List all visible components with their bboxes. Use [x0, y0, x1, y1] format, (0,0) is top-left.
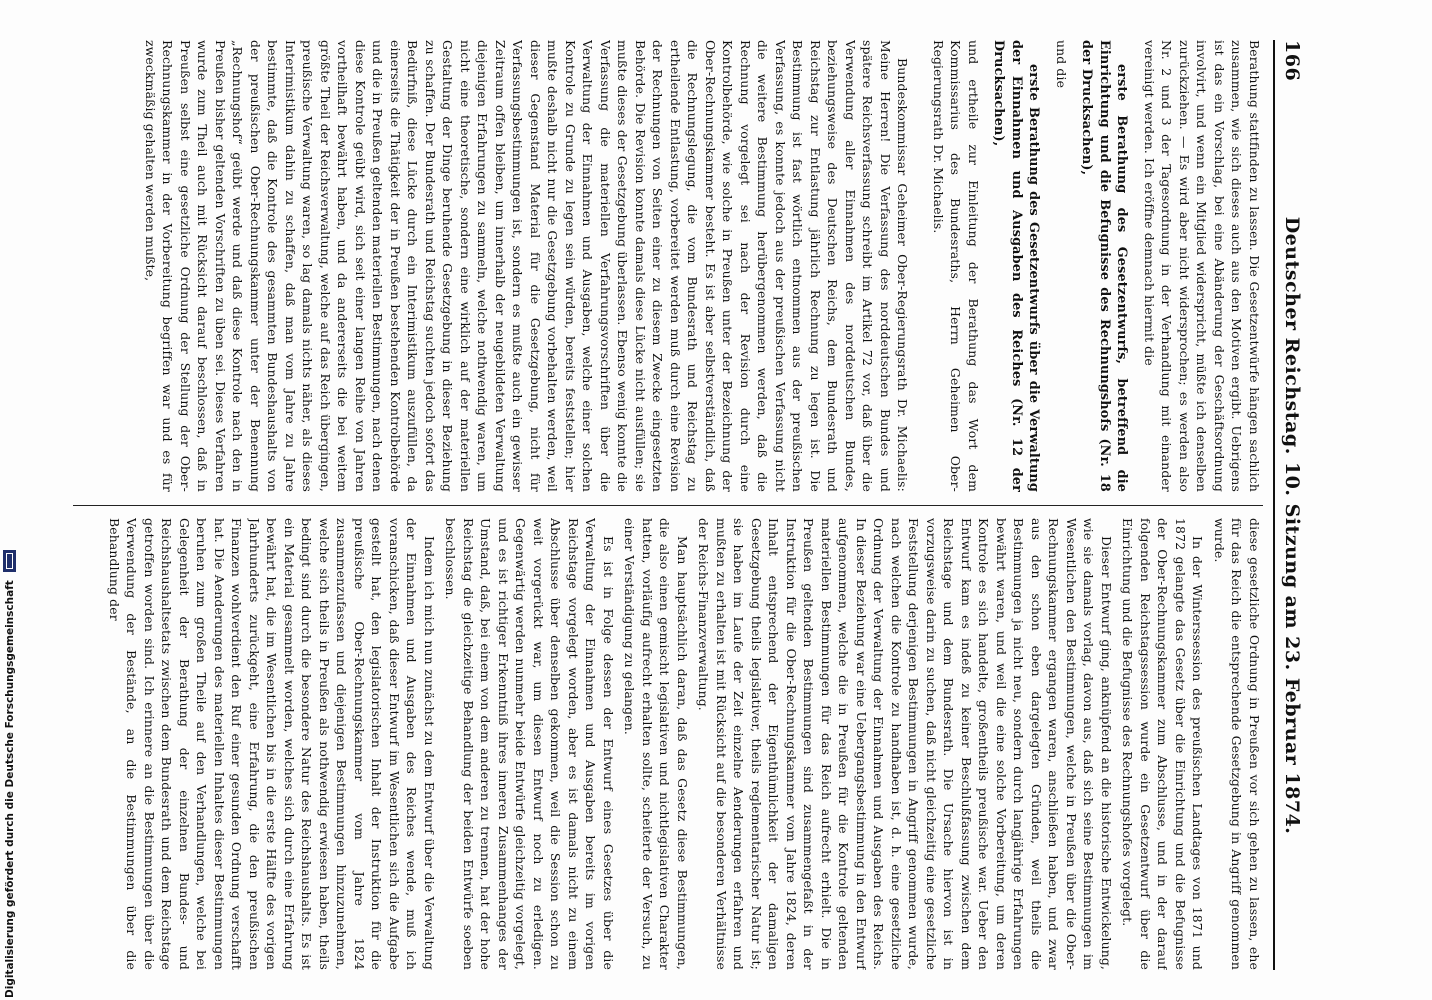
right-column [73, 518, 1263, 970]
running-head [1273, 40, 1303, 970]
paragraph: diese gesetzliche Ordnung in Preußen vor sich gehen zu lassen, ehe für das Reich die entsprechende Gesetzgebung in Angriff genommen wurde. [1212, 518, 1262, 970]
page-number: 166 [1281, 40, 1303, 82]
paragraph: Dieser Entwurf ging, anknüpfend an die historische Entwickelung, wie sie damals vorlag, davon aus, daß sich seine Bestimmungen im Wesentlichen den Bestimmungen, welche in Preußen über die Ober-Rechnungskammer ergangen waren, anschließen haben, und zwar aus den schon eben dargelegten Gründen, weil theils die Bestimmungen ja nicht neu, sondern durch langjährige Erfahrungen bewährt waren, und weil die eine solche Vorbereitung, um deren Kontrole es sich handelte, großentheils preußische war. Ueber den Entwurf kam es indeß zu keiner Beschlußfassung zwischen dem Reichstage und dem Bundesrath. Die Ursache hiervon ist in vorzugsweise darin zu suchen, daß nicht gleichzeitig eine gesetzliche Feststellung derjenigen Bestimmungen in Angriff genommen wurde, nach welchen die Kontrole zu handhaben ist, d. h. eine gesetzliche Ordnung der Verwaltung der Einnahmen und Ausgaben des Reichs. In dieser Beziehung war eine Uebergangsbestimmung in den Entwurf aufgenommen, welche die in Preußen für die Kontrole geltenden materiellen Bestimmungen für das Reich aufrecht erhielt. Die in Preußen geltenden Bestimmungen sind zusammengefaßt in der Instruktion für die Ober-Rechnungskammer vom Jahre 1824, deren Inhalt entsprechend der Eigenthümlichkeit der damaligen Gesetzgebung theils legislativer, theils reglementarischer Natur ist; sie haben im Laufe der Zeit einzelne Aenderungen erfahren und mußten zu erhalten ist mit Rücksicht auf die besonderen Verhältnisse der Reichs-Finanzverwaltung. [696, 518, 1114, 970]
agenda-heading-rechnungshof: erste Berathung des Gesetzentwurfs, betreffend die Einrichtung und die Befugnisse des Rechnungshofs (Nr. 18 der Drucksachen), [1079, 40, 1130, 492]
paragraph: Indem ich mich nun zunächst zu dem Entwurf über die Verwaltung der Einnahmen und Ausgaben des Reiches wende, muß ich voranschicken, daß dieser Entwurf im Wesentlichen sich die Aufgabe gestellt hat, den legislatorischen Inhalt der Instruktion für die preußische Ober-Rechnungskammer vom Jahre 1824 zusammenzufassen und diejenigen Bestimmungen hinzuzunehmen, welche sich theils in Preußen als nothwendig erwiesen haben, theils bedingt sind durch die besondere Natur des Reichshaushalts. Es ist ein Material gesammelt worden, welches sich durch eine Erfahrung bewährt hat, die im Wesentlichen bis in die erste Hälfte des vorigen Jahrhunderts zurückgeht, eine Erfahrung, die den preußischen Finanzen wohlverdient den Ruf einer gesunden Ordnung verschafft hat. Die Aenderungen des materiellen Inhaltes dieser Bestimmungen beruhen zum großen Theile auf den Verhandlungen, welche bei Gelegenheit der Berathung der einzelnen Bundes- und Reichshaushaltsetats zwischen dem Bundesrath und dem Reichstage getroffen worden sind. Ich erinnere an die Bestimmungen über die Verwendung der Bestände, an die Bestimmungen über die Behandlung der [107, 518, 437, 970]
running-head-title: Deutscher Reichstag. 10. Sitzung am 23. Februar 1874. [1281, 216, 1303, 835]
agenda-heading-verwaltung: erste Berathung des Gesetzentwurfs über die Verwaltung der Einnahmen und Ausgaben des Reiches (Nr. 12 der Drucksachen), [991, 40, 1042, 492]
spacer [912, 40, 926, 492]
paragraph: In der Winterssession des preußischen Landtages von 1871 und 1872 gelangte das Gesetz über die Einrichtung und die Befugnisse der Ober-Rechnungskammer zum Abschlusse, und in der darauf folgenden Reichstagssession wurde ein Gesetzentwurf über die Einrichtung und die Befugnisse des Rechnungshofes vorgelegt. [1120, 518, 1206, 970]
paragraph: Berathung stattfinden zu lassen. Die Gesetzentwürfe hängen sachlich zusammen, wie sich dieses auch aus den Motiven ergibt. Uebrigens ist das ein Vorschlag, bei eine Abänderung der Geschäftsordnung involvirt, und wenn ein Mitglied widerspricht, müßte ich denselben zurückziehen. — Es wird aber nicht widersprochen; es werden also Nr. 2 und 3 der Tagesordnung in der Verhandlung mit einander vereinigt werden. Ich eröffne demnach hiermit die [1142, 40, 1262, 492]
paragraph: Es ist in Folge dessen der Entwurf eines Gesetzes über die Verwaltung der Einnahmen und Ausgaben bereits im vorigen Reichstage vorgelegt worden, aber es ist damals nicht zu einem Abschlusse über denselben gekommen, weil die Session schon zu weit vorgerückt war, um diesen Entwurf noch zu erledigen. Gegenwärtig werden nunmehr beide Entwürfe gleichzeitig vorgelegt, und es ist richtiger Erkenntniß ihres inneren Zusammenhanges der Umstand, daß, bei einem von dem anderen zu trennen, hat der hohe Reichstag die gleichzeitige Behandlung der beiden Entwürfe soeben beschlossen. [443, 518, 616, 970]
digitization-credit [3, 550, 16, 998]
left-column [73, 40, 1263, 492]
paragraph: und die [1054, 40, 1069, 89]
paragraph: Man hauptsächlich daran, daß das Gesetz diese Bestimmungen, die also einen gemischt legislativen und nichtlegislativen Charakter hatten, vorläufig aufrecht erhalten sollte, scheiterte der Versuch, zu einer Verständigung zu gelangen. [622, 518, 690, 970]
dfg-logo-icon [3, 550, 16, 572]
column-divider [73, 505, 1263, 506]
speech-michaelis: Bundeskommissar Geheimer Ober-Regierungsrath Dr. Michaelis: Meine Herren! Die Verfassung des norddeutschen Bundes und spätere Reichsverfassung schreibt im Artikel 72 vor, daß über die Verwendung aller Einnahmen des norddeutschen Bundes, beziehungsweise des Deutschen Reichs, dem Bundesrath und Reichstag zur Entlastung jährlich Rechnung zu legen ist. Die Bestimmung ist fast wörtlich entnommen aus der preußischen Verfassung, es konnte jedoch aus der preußischen Verfassung nicht die weitere Bestimmung herübergenommen werden, daß die Rechnung vorgelegt sei nach der Revision durch eine Kontrolbehörde, wie solche in Preußen unter der Bezeichnung der Ober-Rechnungskammer besteht. Es ist aber selbstverständlich, daß die Rechnungslegung, die vom Bundesrath und Reichstag zu ertheilende Entlastung, vorbereitet werden muß durch eine Revision der Rechnungen von Seiten einer zu diesem Zwecke eingesetzten Behörde. Die Revision konnte damals diese Lücke nicht ausfüllen; sie mußte dieses der Gesetzgebung überlassen. Ebenso wenig konnte die Verfassung die materiellen Verfahrungsvorschriften über die Verwaltung der Einnahmen und Ausgaben, welche einer solchen Kontrole zu Grunde zu legen sein würden, bereits feststellen; hier mußte deshalb nicht nur die Gesetzgebung vorbehalten werden, weil dieser Gegenstand Material für die Gesetzgebung, nicht für Verfassungsbestimmungen ist, sondern es mußte auch ein gewisser Zeitraum offen bleiben, um innerhalb der neugebildeten Verwaltung diejenigen Erfahrungen zu sammeln, welche nothwendig waren, um nicht eine theoretische, sondern eine wirklich auf der materiellen Gestaltung der Dinge beruhende Gesetzgebung in dieser Beziehung zu schaffen. Der Bundesrath und Reichstag suchten jedoch sofort das Bedürfniß, diese Lücke durch ein Interimistikum auszufüllen, da einerseits die Thätigkeit der in Preußen bestehenden Kontrolbehörde und die in Preußen geltenden materiellen Bestimmungen, nach denen diese Kontrole geübt wird, sich seit einer langen Reihe von Jahren vortheilhaft bewährt haben, und da andererseits die bei weitem größte Theil der Reichsverwaltung, welche auf das Reich übergingen, preußische Verwaltung waren, so lag damals nichts näher, als dieses Interimistikum dahin zu schaffen, daß man vom Jahre zu Jahre bestimmte, daß die Kontrole des gesammten Bundeshaushalts von der preußischen Ober-Rechnungskammer unter der Benennung „Rechnungshof“ geübt werde und daß diese Kontrole nach den in Preußen bisher geltenden Vorschriften zu üben sei. Dieses Verfahren wurde zum Theil auch mit Rücksicht darauf beschlossen, daß in Preußen selbst eine gesetzliche Ordnung der Stellung der Ober-Rechnungskammer in der Vorbereitung begriffen war und es für zweckmäßig gehalten werden mußte, [143, 40, 911, 492]
paragraph: und ertheile zur Einleitung der Berathung das Wort dem Kommissarius des Bundesraths, Herrn Geheimen Ober-Regierungsrath Dr. Michaelis. [931, 40, 981, 492]
rotated-page-content [56, 0, 1321, 1000]
credit-text: Digitalisierung gefördert durch die Deutsche Forschungsgemeinschaft [3, 580, 16, 998]
